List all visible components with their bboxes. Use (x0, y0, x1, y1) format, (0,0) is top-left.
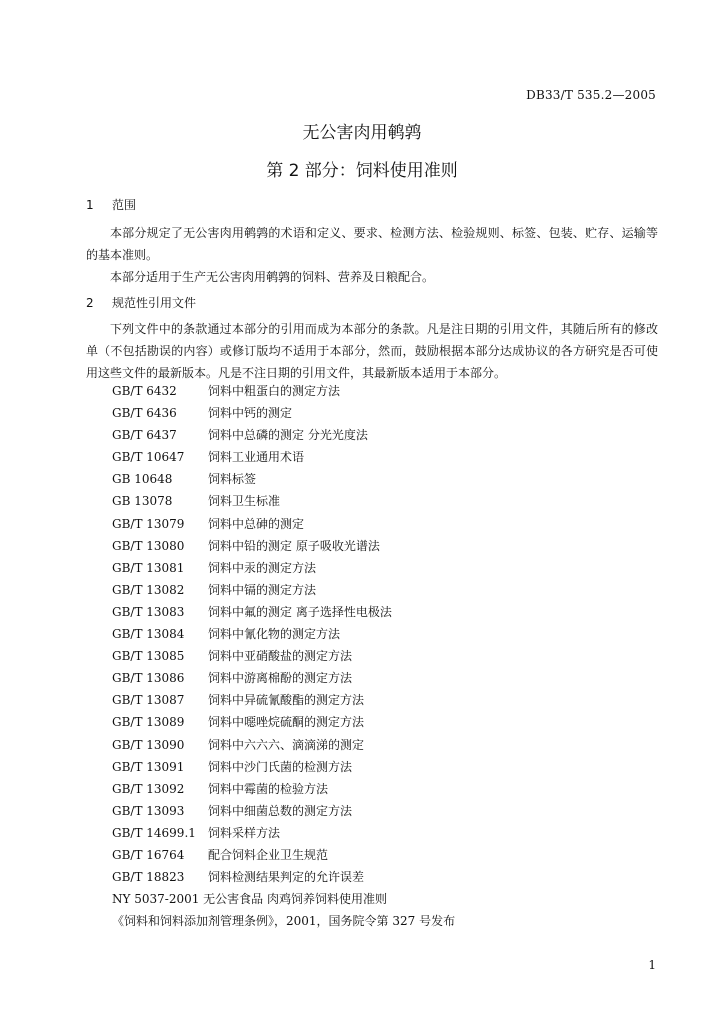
paragraph: 本部分适用于生产无公害肉用鹌鹑的饲料、营养及日粮配合。 (110, 270, 435, 284)
reference-code: GB/T 16764 (112, 847, 185, 862)
reference-title: 饲料检测结果判定的允许误差 (208, 870, 365, 885)
reference-title: 饲料中噁唑烷硫酮的测定方法 (208, 715, 365, 730)
reference-item (112, 380, 652, 402)
reference-item (112, 557, 652, 579)
reference-title: 饲料中氟的测定 离子选择性电极法 (208, 604, 392, 619)
reference-item (112, 822, 652, 844)
reference-code: GB/T 14699.1 (112, 825, 196, 840)
reference-code: GB 10648 (112, 472, 173, 487)
reference-code: GB/T 6432 (112, 384, 177, 398)
reference-code: GB/T 13093 (112, 803, 185, 818)
reference-title: 饲料卫生标准 (208, 494, 281, 509)
reference-item (112, 866, 652, 888)
reference-title: 饲料中铅的测定 原子吸收光谱法 (208, 538, 380, 553)
reference-title: 饲料采样方法 (208, 825, 281, 840)
reference-code: GB/T 13091 (112, 759, 185, 774)
reference-item (112, 579, 652, 601)
reference-item (112, 844, 652, 866)
reference-list (112, 380, 652, 932)
reference-item (112, 645, 652, 667)
reference-item (112, 424, 652, 446)
reference-item (112, 910, 652, 932)
reference-code: GB/T 13089 (112, 715, 185, 730)
reference-item (112, 756, 652, 778)
reference-item (112, 667, 652, 689)
section-2-intro (86, 318, 658, 384)
reference-code: GB/T 13086 (112, 671, 185, 686)
reference-item (112, 689, 652, 711)
section-number: 1 (86, 198, 94, 212)
reference-title: 饲料中亚硝酸盐的测定方法 (208, 649, 353, 664)
paragraph: 下列文件中的条款通过本部分的引用而成为本部分的条款。凡是注日期的引用文件，其随后所有的修改单（不包括勘误的内容）或修订版均不适用于本部分，然而，鼓励根据本部分达成协议的各方研究是否可使用这些文件的最新版本。凡是不注日期的引用文件，其最新版本适用于本部分。 (86, 322, 658, 380)
section-title: 范围 (112, 198, 137, 212)
reference-item (112, 711, 652, 733)
document-subtitle: 第 2 部分：饲料使用准则 (266, 161, 458, 181)
reference-item (112, 446, 652, 468)
reference-code: GB/T 13082 (112, 582, 185, 597)
reference-title: 饲料中异硫氰酸酯的测定方法 (208, 693, 365, 708)
reference-code: GB 13078 (112, 494, 173, 509)
document-code: DB33/T 535.2—2005 (526, 88, 656, 102)
reference-code: GB/T 13090 (112, 737, 185, 752)
reference-title: 饲料中霉菌的检验方法 (208, 781, 329, 796)
reference-code: GB/T 10647 (112, 450, 185, 465)
reference-code: GB/T 13083 (112, 604, 185, 619)
reference-code: GB/T 13080 (112, 538, 185, 553)
reference-item (112, 402, 652, 424)
reference-title: 配合饲料企业卫生规范 (208, 847, 329, 862)
reference-item (112, 601, 652, 623)
reference-title: 饲料中粗蛋白的测定方法 (208, 384, 341, 398)
reference-code: GB/T 13084 (112, 627, 185, 642)
reference-item (112, 535, 652, 557)
paragraph: 本部分规定了无公害肉用鹌鹑的术语和定义、要求、检测方法、检验规则、标签、包装、贮存、运输等的基本准则。 (86, 226, 658, 262)
document-title: 无公害肉用鹌鹑 (302, 123, 422, 143)
reference-title: 饲料中总磷的测定 分光光度法 (208, 428, 368, 443)
reference-text: 《饲料和饲料添加剂管理条例》，2001，国务院令第 327 号发布 (112, 914, 456, 929)
reference-item (112, 778, 652, 800)
reference-title: 饲料工业通用术语 (208, 450, 305, 465)
reference-code: GB/T 18823 (112, 870, 185, 885)
reference-item (112, 468, 652, 490)
reference-code: GB/T 13092 (112, 781, 185, 796)
reference-title: 饲料中氰化物的测定方法 (208, 627, 341, 642)
section-2-heading (86, 294, 196, 311)
reference-code: GB/T 13081 (112, 560, 185, 575)
reference-title: 饲料中六六六、滴滴涕的测定 (208, 737, 365, 752)
reference-code: GB/T 6437 (112, 428, 177, 443)
reference-text: NY 5037-2001 无公害食品 肉鸡饲养饲料使用准则 (112, 892, 387, 907)
reference-code: GB/T 13079 (112, 516, 185, 531)
reference-title: 饲料中钙的测定 (208, 406, 293, 421)
reference-code: GB/T 13087 (112, 693, 185, 708)
reference-title: 饲料中总砷的测定 (208, 516, 305, 531)
reference-title: 饲料中沙门氏菌的检测方法 (208, 759, 353, 774)
reference-item (112, 800, 652, 822)
reference-title: 饲料中游离棉酚的测定方法 (208, 671, 353, 686)
reference-title: 饲料中汞的测定方法 (208, 560, 317, 575)
reference-item (112, 888, 652, 910)
reference-code: GB/T 13085 (112, 649, 185, 664)
section-number: 2 (86, 296, 94, 310)
reference-title: 饲料中镉的测定方法 (208, 582, 317, 597)
reference-item (112, 490, 652, 512)
page-number: 1 (648, 958, 656, 972)
reference-title: 饲料标签 (208, 472, 257, 487)
reference-item (112, 513, 652, 535)
section-1-heading (86, 196, 136, 213)
reference-code: GB/T 6436 (112, 406, 177, 421)
reference-title: 饲料中细菌总数的测定方法 (208, 803, 353, 818)
reference-item (112, 734, 652, 756)
reference-item (112, 623, 652, 645)
section-title: 规范性引用文件 (112, 296, 197, 310)
section-1-body (86, 222, 658, 288)
